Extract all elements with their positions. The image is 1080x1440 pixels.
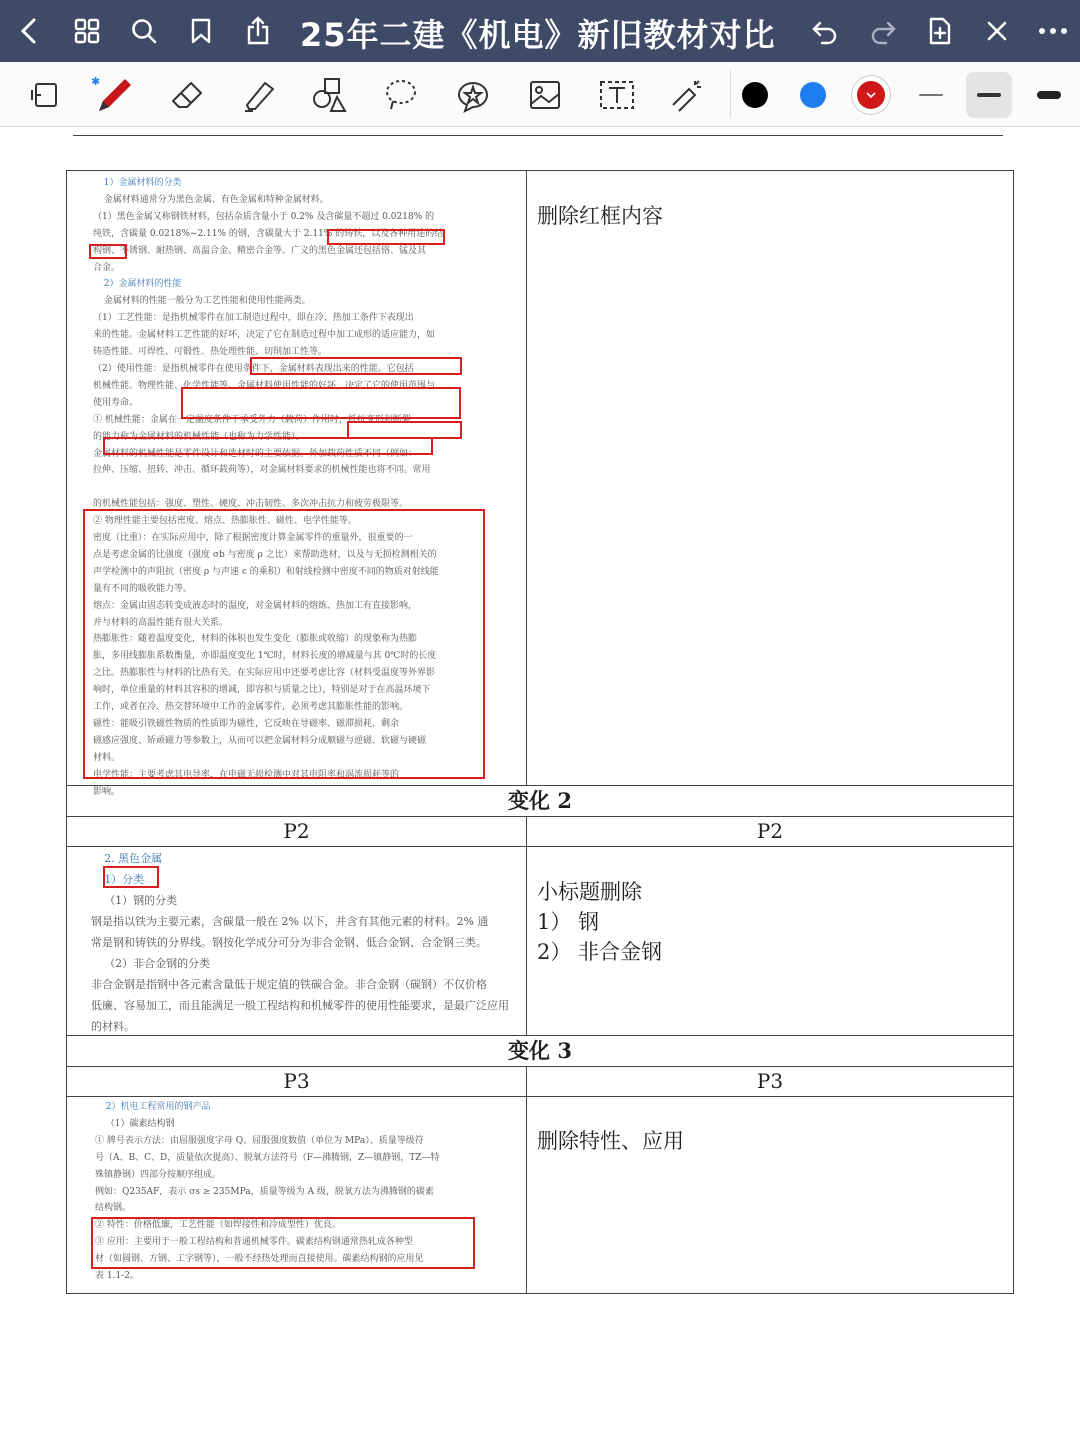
drawing-toolbar — [0, 62, 1080, 127]
deletion-box — [103, 866, 159, 888]
sticker-icon[interactable] — [450, 72, 496, 118]
text-icon[interactable] — [594, 72, 640, 118]
laser-icon[interactable] — [664, 72, 710, 118]
excerpt-line: 钢是指以铁为主要元素，含碳量一般在 2% 以下，并含有其他元素的材料。2% 通 — [91, 915, 489, 928]
excerpt-line: 之比。热膨胀性与材料的比热有关。在实际应用中还要考虑比容（材料受温度等外界影 — [93, 668, 436, 679]
excerpt-line: （1）工艺性能：是指机械零件在加工制造过程中，即在冷、热加工条件下表现出 — [93, 313, 414, 324]
toolbar-divider — [730, 70, 731, 118]
excerpt-line: ① 机械性能：金属在一定温度条件下承受外力（载荷）作用时，抵抗变形和断裂 — [93, 414, 411, 425]
row-divider — [67, 846, 1013, 847]
excerpt-line: 声学检测中的声阻抗（密度 ρ 与声速 c 的乘积）和射线检测中密度不同的物质对射线能 — [93, 566, 439, 577]
excerpt-line: 号（A、B、C、D，质量依次提高）、脱氧方法符号（F—沸腾钢，Z—镇静钢，TZ—特 — [95, 1152, 440, 1163]
stroke-medium-button[interactable] — [966, 72, 1012, 118]
excerpt-line: 的材料。 — [91, 1020, 135, 1033]
deletion-box — [181, 387, 461, 419]
excerpt-line: 机械性能、物理性能、化学性能等。金属材料使用性能的好坏，决定了它的使用范围与 — [93, 380, 436, 391]
excerpt-line: 低廉、容易加工，而且能满足一般工程结构和机械零件的使用性能要求，是最广泛应用 — [91, 999, 509, 1012]
excerpt-line: ③ 应用：主要用于一般工程结构和普通机械零件。碳素结构钢通常热轧成各种型 — [95, 1237, 413, 1248]
excerpt-line: 材（如圆钢、方钢、工字钢等），一般不经热处理而直接使用。碳素结构钢的应用见 — [95, 1254, 424, 1265]
excerpt-line: 殊镇静钢）四部分按顺序组成。 — [95, 1169, 222, 1180]
color-black-swatch[interactable] — [732, 72, 778, 118]
redo-icon[interactable] — [866, 14, 900, 48]
column-divider — [526, 816, 527, 1035]
deletion-box — [327, 229, 445, 245]
color-blue-swatch[interactable] — [790, 72, 836, 118]
title-bar — [0, 0, 1080, 62]
highlighter-icon[interactable] — [236, 72, 282, 118]
color-red-swatch[interactable] — [848, 72, 894, 118]
excerpt-line: ① 牌号表示方法：由屈服强度字母 Q、屈服强度数值（单位为 MPa）、质量等级符 — [95, 1135, 424, 1146]
stroke-thick-button[interactable] — [1026, 72, 1072, 118]
close-icon[interactable] — [980, 14, 1014, 48]
excerpt-line: 金属材料的机械性能是零件设计和选材时的主要依据。外加载荷性质不同（例如： — [93, 448, 418, 459]
undo-icon[interactable] — [808, 14, 842, 48]
change-2-heading: 变化 2 — [508, 788, 572, 813]
stroke-thin-button[interactable] — [908, 72, 954, 118]
excerpt-line: 密度（比重）：在实际应用中，除了根据密度计算金属零件的重量外，很重要的一 — [93, 533, 413, 544]
excerpt-line: 常是钢和铸铁的分界线。钢按化学成分可分为非合金钢、低合金钢、合金钢三类。 — [91, 936, 487, 949]
excerpt-line: 2）金属材料的性能 — [103, 279, 182, 290]
excerpt-line: 表 1.1-2。 — [95, 1271, 139, 1282]
deletion-box — [89, 244, 127, 259]
share-icon[interactable] — [241, 14, 275, 48]
shapes-icon[interactable] — [306, 72, 352, 118]
back-icon[interactable] — [12, 14, 46, 48]
excerpt-line: 金属材料通常分为黑色金属、有色金属和特种金属材料。 — [103, 194, 329, 205]
excerpt-line: 响时，单位重量的材料其容积的增减，即容积与质量之比），特别是对于在高温环境下 — [93, 685, 431, 696]
excerpt-line: 量有不同的吸收能力等。 — [93, 583, 193, 594]
image-icon[interactable] — [522, 72, 568, 118]
excerpt-line: 并与材料的高温性能有很大关系。 — [93, 617, 229, 628]
excerpt-line: 使用寿命。 — [93, 397, 139, 408]
excerpt-line: 熔点：金属由固态转变成液态时的温度，对金属材料的熔炼、热加工有直接影响， — [93, 600, 418, 611]
old-page-label: P2 — [283, 819, 310, 843]
excerpt-line: 热膨胀性：随着温度变化，材料的体积也发生变化（膨胀或收缩）的现象称为热膨 — [93, 634, 418, 645]
change-note-line: 1） 钢 — [537, 910, 600, 934]
deletion-box — [250, 357, 462, 375]
lasso-icon[interactable] — [378, 72, 424, 118]
excerpt-line: （1）碳素结构钢 — [105, 1118, 175, 1129]
excerpt-line: 的能力称为金属材料的机械性能（也称为力学性能）。 — [93, 431, 305, 442]
excerpt-line: 的机械性能包括：强度、塑性、硬度、冲击韧性、多次冲击抗力和疲劳极限等。 — [93, 499, 409, 510]
more-icon[interactable] — [1036, 14, 1070, 48]
excerpt-line: 结构钢。 — [95, 1203, 132, 1214]
deletion-box — [91, 1217, 475, 1269]
excerpt-line — [93, 479, 513, 496]
bookmark-icon[interactable] — [184, 14, 218, 48]
pen-icon[interactable] — [90, 72, 136, 118]
excerpt-line: （2）非合金钢的分类 — [104, 957, 211, 970]
excerpt-line: 磁性：能吸引铁磁性物质的性质即为磁性，它反映在导磁率、磁滞损耗、剩余 — [93, 719, 400, 729]
search-icon[interactable] — [127, 14, 161, 48]
excerpt-line: 工作，或者在冷、热交替环境中工作的金属零件，必须考虑其膨胀性能的影响。 — [93, 702, 409, 713]
excerpt-line: 来的性能。金属材料工艺性能的好坏，决定了它在制造过程中加工成形的适应能力，如 — [93, 330, 436, 341]
change-note-line: 小标题删除 — [537, 880, 642, 904]
svg-text:✱: ✱ — [91, 75, 101, 88]
excerpt-line: （2）使用性能：是指机械零件在使用条件下，金属材料表现出来的性能。它包括 — [93, 363, 414, 374]
excerpt-line: 胀，多用线膨胀系数衡量，亦即温度变化 1℃时，材料长度的增减量与其 0℃时的长度 — [93, 651, 437, 662]
grid-icon[interactable] — [70, 14, 104, 48]
deletion-box — [83, 509, 485, 779]
excerpt-line: 1）分类 — [104, 873, 145, 886]
column-divider — [526, 1066, 527, 1293]
excerpt-line: 电学性能：主要考虑其电导率，在电磁无损检测中对其电阻率和涡流损耗等的 — [93, 769, 400, 780]
excerpt-line: 构钢、不锈钢、耐热钢、高温合金、精密合金等。广义的黑色金属还包括铬、锰及其 — [93, 245, 427, 256]
excerpt-line: 2. 黑色金属 — [104, 852, 163, 865]
excerpt-line: （1）钢的分类 — [104, 894, 178, 907]
page-divider — [73, 135, 1003, 136]
change-note-line: 2） 非合金钢 — [537, 940, 663, 964]
excerpt-line: ② 特性：价格低廉，工艺性能（如焊接性和冷成型性）优良。 — [95, 1220, 341, 1231]
excerpt-line: 材料。 — [93, 752, 121, 763]
excerpt-line: 金属材料的性能一般分为工艺性能和使用性能两类。 — [103, 296, 311, 307]
excerpt-line: 例如：Q235AF，表示 σs ≥ 235MPa，质量等级为 A 级，脱氧方法为沸腾钢的碳素 — [95, 1186, 434, 1197]
eraser-icon[interactable] — [164, 72, 210, 118]
old-page-label: P3 — [283, 1069, 310, 1093]
excerpt-line: 铸造性能、可焊性、可锻性、热处理性能、切削加工性等。 — [93, 347, 328, 358]
new-page-label: P2 — [756, 819, 784, 843]
excerpt-line: 影响。 — [93, 786, 121, 797]
change-note: 删除特性、应用 — [537, 1129, 684, 1153]
excerpt-line: ② 物理性能主要包括密度、熔点、热膨胀性、磁性、电学性能等。 — [93, 516, 357, 527]
excerpt-line: （1）黑色金属又称钢铁材料，包括杂质含量小于 0.2% 及含碳量不超过 0.0218% 的 — [93, 211, 435, 222]
change-note: 删除红框内容 — [537, 204, 663, 228]
change-3-heading: 变化 3 — [508, 1038, 572, 1063]
excerpt-line: 非合金钢是指钢中各元素含量低于规定值的铁碳合金。非合金钢（碳钢）不仅价格 — [91, 978, 487, 991]
excerpt-line: 拉伸、压缩、扭转、冲击、循环载荷等），对金属材料要求的机械性能也将不同。常用 — [93, 465, 431, 476]
excerpt-line: 2）机电工程常用的钢产品 — [105, 1102, 211, 1112]
row-divider — [67, 1096, 1013, 1097]
add-page-icon[interactable] — [923, 14, 957, 48]
excerpt-line: 纯铁，含碳量 0.0218%~2.11% 的钢，含碳量大于 2.11% 的铸铁，以及各种用途的结 — [93, 228, 444, 239]
tablet-icon[interactable] — [21, 72, 67, 118]
excerpt-line: 点是考虑金属的比强度（强度 σb 与密度 ρ 之比）来帮助选材，以及与无损检测相关的 — [93, 549, 437, 560]
document-title: 25年二建《机电》新旧教材对比 — [300, 16, 776, 54]
change-note — [537, 877, 662, 967]
deletion-box — [103, 437, 433, 455]
excerpt-line: 合金。 — [93, 262, 121, 273]
comparison-table — [66, 170, 1014, 1294]
excerpt-line: 磁感应强度、矫顽磁力等参数上，从而可以把金属材料分成顺磁与逆磁、软磁与硬磁 — [93, 735, 427, 746]
column-divider — [526, 171, 527, 785]
excerpt-line: 1）金属材料的分类 — [103, 178, 182, 188]
new-page-label: P3 — [756, 1069, 784, 1093]
